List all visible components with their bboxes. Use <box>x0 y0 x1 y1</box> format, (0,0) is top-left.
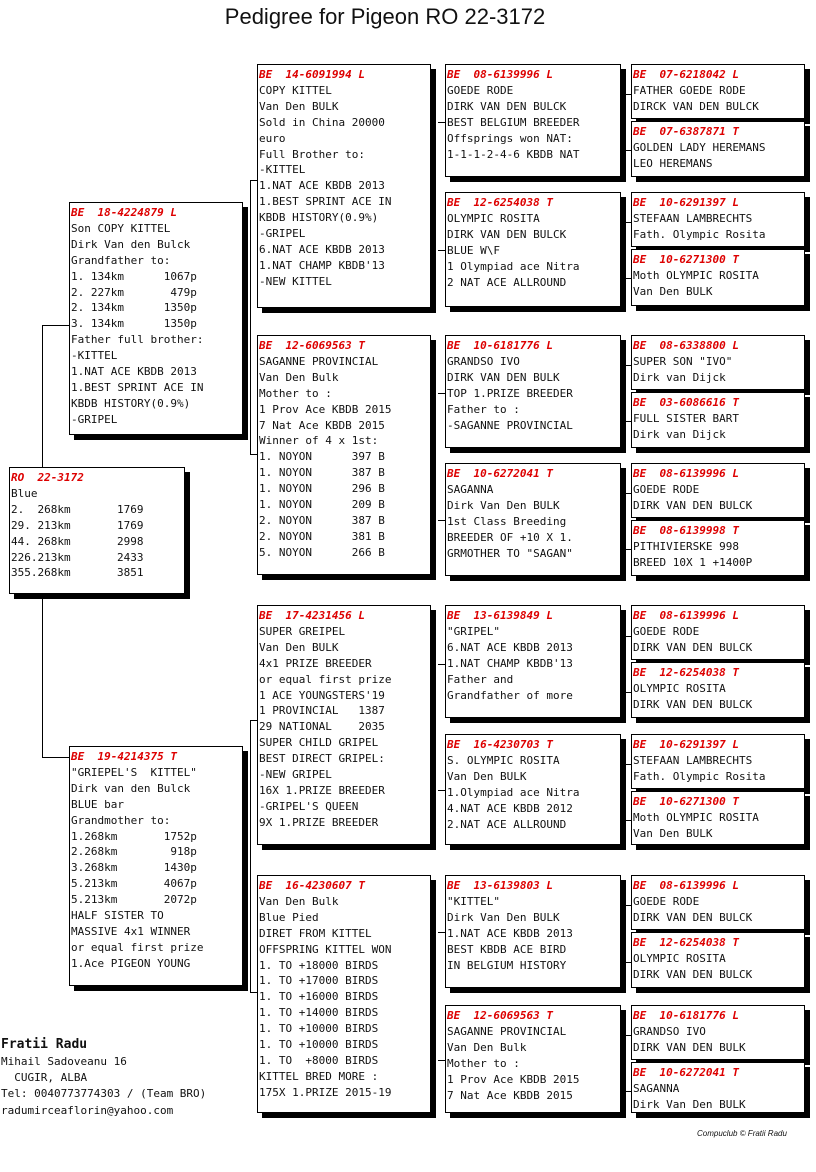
pigeon-card-dam-sire <box>257 605 431 845</box>
pigeon-info-line: OLYMPIC ROSITA <box>633 951 726 965</box>
pigeon-info-line: -SAGANNE PROVINCIAL <box>447 418 573 432</box>
pigeon-info-line: SUPER CHILD GRIPEL <box>259 736 379 750</box>
ring-number: BE 12-6254038 T <box>633 666 739 679</box>
ring-number: BE 07-6218042 L <box>633 68 739 81</box>
ring-number: BE 07-6387871 T <box>633 125 739 138</box>
ring-number: BE 17-4231456 L <box>259 609 365 622</box>
pigeon-info-line: SUPER SON "IVO" <box>633 354 733 368</box>
pigeon-info-line: SUPER GREIPEL <box>259 624 346 638</box>
ring-number: BE 10-6291397 L <box>633 738 739 751</box>
pigeon-info-line: OLYMPIC ROSITA <box>633 681 726 695</box>
pigeon-info-line: 1 Prov Ace KBDB 2015 <box>447 1072 580 1086</box>
pigeon-info-line: 1.Olympiad ace Nitra <box>447 785 580 799</box>
pigeon-info-line: 2.268km 918p <box>71 845 197 859</box>
pigeon-info-line: MASSIVE 4x1 WINNER <box>71 924 191 938</box>
pigeon-info-line: DIRET FROM KITTEL <box>259 926 372 940</box>
owner-info <box>1 1036 206 1119</box>
pigeon-card-ss-sire <box>445 64 621 177</box>
ring-number: BE 10-6181776 L <box>447 339 553 352</box>
pigeon-info-line: GOEDE RODE <box>633 624 700 638</box>
ring-number: BE 10-6291397 L <box>633 196 739 209</box>
pigeon-info-line: 1. NOYON 209 B <box>259 498 385 512</box>
ring-number: BE 13-6139803 L <box>447 879 553 892</box>
pigeon-info-line: 29 NATIONAL 2035 <box>259 720 385 734</box>
pigeon-info-line: 1. TO +17000 BIRDS <box>259 974 379 988</box>
pigeon-info-line: Van Den BULK <box>259 640 339 654</box>
pigeon-card-gen4-14 <box>631 932 805 988</box>
pigeon-info-line: DIRK VAN DEN BULK <box>633 1040 746 1054</box>
pigeon-info-line: -GRIPEL <box>259 227 306 241</box>
pigeon-card-sire <box>69 202 243 435</box>
pigeon-info-line: 7 Nat Ace KBDB 2015 <box>259 418 385 432</box>
connector-line <box>250 720 251 776</box>
pigeon-card-dam <box>69 746 243 986</box>
pigeon-info-line: 16X 1.PRIZE BREEDER <box>259 783 385 797</box>
pigeon-info-line: 1 PROVINCIAL 1387 <box>259 704 385 718</box>
ring-number: BE 10-6272041 T <box>633 1066 739 1079</box>
pigeon-info-line: Offsprings won NAT: <box>447 131 573 145</box>
page-title: Pedigree for Pigeon RO 22-3172 <box>224 4 546 29</box>
pigeon-info-line: S. OLYMPIC ROSITA <box>447 753 560 767</box>
pigeon-info-line: BREED 10X 1 +1400P <box>633 555 753 569</box>
pigeon-info-line: 1. TO +10000 BIRDS <box>259 1022 379 1036</box>
pigeon-info-line: GRANDSO IVO <box>447 354 520 368</box>
pigeon-info-line: Grandfather of more <box>447 688 573 702</box>
pigeon-info-line: Van Den BULK <box>447 769 527 783</box>
pigeon-info-line: PITHIVIERSKE 998 <box>633 539 739 553</box>
ring-number: BE 08-6139998 T <box>633 524 739 537</box>
pigeon-info-line: Grandfather to: <box>71 253 171 267</box>
ring-number: BE 03-6086616 T <box>633 396 739 409</box>
pigeon-info-line: -KITTEL <box>71 349 118 363</box>
pigeon-info-line: -GRIPEL'S QUEEN <box>259 799 359 813</box>
pigeon-info-line: Dirk Van den Bulck <box>71 237 191 251</box>
pigeon-info-line: Fath. Olympic Rosita <box>633 227 766 241</box>
ring-number: BE 18-4224879 L <box>71 206 177 219</box>
pigeon-info-line: 1 Olympiad ace Nitra <box>447 259 580 273</box>
pigeon-info-line: 1-1-1-2-4-6 KBDB NAT <box>447 147 580 161</box>
ring-number: BE 10-6271300 T <box>633 253 739 266</box>
software-credit: Compuclub © Fratii Radu <box>697 1129 787 1138</box>
pigeon-card-gen4-1 <box>631 64 805 119</box>
ring-number: BE 08-6139996 L <box>633 609 739 622</box>
ring-number: BE 08-6338800 L <box>633 339 739 352</box>
pigeon-info-line: STEFAAN LAMBRECHTS <box>633 211 753 225</box>
pigeon-info-line: Fath. Olympic Rosita <box>633 769 766 783</box>
pigeon-info-line: 1. NOYON 296 B <box>259 482 385 496</box>
pigeon-info-line: DIRK VAN DEN BULK <box>447 370 560 384</box>
ring-number: RO 22-3172 <box>11 471 84 484</box>
pigeon-info-line: KBDB HISTORY(0.9%) <box>71 396 191 410</box>
pigeon-info-line: 29. 213km 1769 <box>11 518 144 532</box>
ring-number: BE 08-6139996 L <box>447 68 553 81</box>
pigeon-info-line: Van Den BULK <box>259 99 339 113</box>
pigeon-card-gen4-10 <box>631 662 805 718</box>
pigeon-info-line: KITTEL BRED MORE : <box>259 1069 379 1083</box>
ring-number: BE 16-4230703 T <box>447 738 553 751</box>
pigeon-info-line: 1.NAT CHAMP KBDB'13 <box>259 258 385 272</box>
pigeon-card-sire-dam <box>257 335 431 575</box>
owner-email: radumirceaflorin@yahoo.com <box>1 1103 174 1117</box>
pigeon-info-line: SAGANNA <box>633 1081 680 1095</box>
pigeon-info-line: BEST KBDB ACE BIRD <box>447 942 567 956</box>
pigeon-card-gen4-16 <box>631 1062 805 1113</box>
connector-line <box>42 325 43 468</box>
connector-line <box>250 180 251 322</box>
pigeon-info-line: GRANDSO IVO <box>633 1024 706 1038</box>
pigeon-card-gen4-8 <box>631 520 805 576</box>
pigeon-info-line: 5.213km 4067p <box>71 877 197 891</box>
pigeon-info-line: FULL SISTER BART <box>633 411 739 425</box>
pigeon-info-line: Van Den BULK <box>633 826 713 840</box>
pigeon-info-line: SAGANNE PROVINCIAL <box>259 354 379 368</box>
ring-number: BE 16-4230607 T <box>259 879 365 892</box>
pigeon-info-line: euro <box>259 131 286 145</box>
pigeon-info-line: BLUE W\F <box>447 243 500 257</box>
connector-line <box>250 322 251 454</box>
pigeon-info-line: 1. 134km 1067p <box>71 269 197 283</box>
pigeon-info-line: Father to : <box>447 402 520 416</box>
pigeon-info-line: LEO HEREMANS <box>633 156 713 170</box>
pigeon-info-line: 44. 268km 2998 <box>11 534 144 548</box>
pigeon-info-line: 1. TO +14000 BIRDS <box>259 1006 379 1020</box>
pigeon-info-line: Mother to : <box>259 386 332 400</box>
pigeon-info-line: KBDB HISTORY(0.9%) <box>259 211 379 225</box>
ring-number: BE 19-4214375 T <box>71 750 177 763</box>
pigeon-info-line: BEST BELGIUM BREEDER <box>447 115 580 129</box>
pigeon-info-line: 5. NOYON 266 B <box>259 545 385 559</box>
pigeon-info-line: 1. TO +18000 BIRDS <box>259 958 379 972</box>
ring-number: BE 12-6069563 T <box>447 1009 553 1022</box>
pigeon-info-line: 4x1 PRIZE BREEDER <box>259 656 372 670</box>
pigeon-info-line: STEFAAN LAMBRECHTS <box>633 753 753 767</box>
pigeon-info-line: 1.BEST SPRINT ACE IN <box>259 195 392 209</box>
pigeon-info-line: Son COPY KITTEL <box>71 221 171 235</box>
pigeon-info-line: 226.213km 2433 <box>11 550 144 564</box>
pigeon-info-line: Dirk Van Den BULK <box>633 1097 746 1111</box>
owner-address: Mihail Sadoveanu 16 <box>1 1055 127 1068</box>
pigeon-info-line: 2 NAT ACE ALLROUND <box>447 275 567 289</box>
pigeon-info-line: SAGANNE PROVINCIAL <box>447 1024 567 1038</box>
pigeon-info-line: Dirk van den Bulck <box>71 781 191 795</box>
pigeon-card-gen4-3 <box>631 192 805 247</box>
pigeon-info-line: DIRK VAN DEN BULCK <box>633 640 753 654</box>
pigeon-card-gen4-12 <box>631 791 805 845</box>
pigeon-info-line: 2. 227km 479p <box>71 285 197 299</box>
pigeon-info-line: "KITTEL" <box>447 894 500 908</box>
pigeon-info-line: 1.Ace PIGEON YOUNG <box>71 956 191 970</box>
pigeon-info-line: 1.NAT ACE KBDB 2013 <box>71 365 197 379</box>
pigeon-info-line: Sold in China 20000 <box>259 115 385 129</box>
pigeon-info-line: DIRK VAN DEN BULCK <box>447 227 567 241</box>
pigeon-info-line: 1. TO +10000 BIRDS <box>259 1038 379 1052</box>
pigeon-info-line: Van Den BULK <box>633 284 713 298</box>
pigeon-card-ds-dam <box>445 734 621 845</box>
pigeon-info-line: 6.NAT ACE KBDB 2013 <box>259 242 385 256</box>
pigeon-info-line: 6.NAT ACE KBDB 2013 <box>447 640 573 654</box>
pigeon-info-line: 1. TO +16000 BIRDS <box>259 990 379 1004</box>
ring-number: BE 10-6272041 T <box>447 467 553 480</box>
pigeon-info-line: "GRIPEL" <box>447 624 500 638</box>
connector-line <box>250 776 251 992</box>
pigeon-card-gen4-4 <box>631 249 805 306</box>
pigeon-card-gen4-7 <box>631 463 805 518</box>
pigeon-card-gen4-11 <box>631 734 805 789</box>
pigeon-info-line: 2. 134km 1350p <box>71 301 197 315</box>
pigeon-info-line: DIRK VAN DEN BULCK <box>633 967 753 981</box>
pigeon-info-line: -NEW GRIPEL <box>259 768 332 782</box>
pigeon-info-line: Father and <box>447 672 514 686</box>
pigeon-info-line: -KITTEL <box>259 163 306 177</box>
pigeon-card-dd-dam <box>445 1005 621 1113</box>
pigeon-info-line: -NEW KITTEL <box>259 274 332 288</box>
pigeon-info-line: Van Den Bulk <box>259 894 339 908</box>
pigeon-info-line: DIRK VAN DEN BULCK <box>633 697 753 711</box>
pigeon-info-line: Full Brother to: <box>259 147 365 161</box>
pigeon-info-line: DIRK VAN DEN BULCK <box>447 99 567 113</box>
pigeon-info-line: IN BELGIUM HISTORY <box>447 958 567 972</box>
pigeon-info-line: 1.NAT ACE KBDB 2013 <box>259 179 385 193</box>
pigeon-info-line: Van Den Bulk <box>259 370 339 384</box>
pigeon-info-line: 2. NOYON 387 B <box>259 513 385 527</box>
pigeon-info-line: GRMOTHER TO "SAGAN" <box>447 546 573 560</box>
pigeon-info-line: HALF SISTER TO <box>71 909 164 923</box>
pigeon-card-ss-dam <box>445 192 621 307</box>
pigeon-info-line: BLUE bar <box>71 797 124 811</box>
pigeon-info-line: OFFSPRING KITTEL WON <box>259 942 392 956</box>
pigeon-info-line: GOEDE RODE <box>633 482 700 496</box>
pigeon-info-line: 1st Class Breeding <box>447 514 567 528</box>
pigeon-card-sire-sire <box>257 64 431 308</box>
pigeon-info-line: Van Den Bulk <box>447 1040 527 1054</box>
pigeon-card-sd-dam <box>445 463 621 576</box>
ring-number: BE 12-6254038 T <box>633 936 739 949</box>
pigeon-card-sd-sire <box>445 335 621 448</box>
pigeon-info-line: or equal first prize <box>71 940 204 954</box>
pigeon-card-ds-sire <box>445 605 621 718</box>
pigeon-card-dam-dam <box>257 875 431 1113</box>
pigeon-info-line: 1. NOYON 397 B <box>259 450 385 464</box>
pigeon-info-line: DIRK VAN DEN BULCK <box>633 498 753 512</box>
ring-number: BE 12-6254038 T <box>447 196 553 209</box>
pigeon-info-line: OLYMPIC ROSITA <box>447 211 540 225</box>
pigeon-card-gen4-15 <box>631 1005 805 1060</box>
pigeon-info-line: FATHER GOEDE RODE <box>633 83 746 97</box>
pigeon-info-line: TOP 1.PRIZE BREEDER <box>447 386 573 400</box>
pigeon-info-line: 1. TO +8000 BIRDS <box>259 1053 379 1067</box>
pigeon-info-line: BEST DIRECT GRIPEL: <box>259 752 385 766</box>
pigeon-info-line: Moth OLYMPIC ROSITA <box>633 810 759 824</box>
connector-line <box>42 594 43 757</box>
pigeon-info-line: or equal first prize <box>259 672 392 686</box>
pigeon-card-subject <box>9 467 185 594</box>
owner-city: CUGIR, ALBA <box>1 1071 88 1085</box>
pigeon-info-line: "GRIEPEL'S KITTEL" <box>71 765 197 779</box>
pigeon-info-line: 5.213km 2072p <box>71 893 197 907</box>
pigeon-info-line: -GRIPEL <box>71 412 118 426</box>
pigeon-info-line: Dirk van Dijck <box>633 370 726 384</box>
pigeon-info-line: BREEDER OF +10 X 1. <box>447 530 573 544</box>
pigeon-info-line: Dirk Van Den BULK <box>447 498 560 512</box>
ring-number: BE 14-6091994 L <box>259 68 365 81</box>
pigeon-info-line: Dirk Van Den BULK <box>447 910 560 924</box>
ring-number: BE 13-6139849 L <box>447 609 553 622</box>
pigeon-info-line: SAGANNA <box>447 482 494 496</box>
pigeon-info-line: 355.268km 3851 <box>11 566 144 580</box>
pigeon-info-line: GOLDEN LADY HEREMANS <box>633 140 766 154</box>
pigeon-card-gen4-2 <box>631 121 805 177</box>
ring-number: BE 08-6139996 L <box>633 879 739 892</box>
pigeon-info-line: 1. NOYON 387 B <box>259 466 385 480</box>
pigeon-info-line: 9X 1.PRIZE BREEDER <box>259 815 379 829</box>
pigeon-info-line: Moth OLYMPIC ROSITA <box>633 268 759 282</box>
pigeon-card-gen4-5 <box>631 335 805 390</box>
pigeon-info-line: 1 Prov Ace KBDB 2015 <box>259 402 392 416</box>
pigeon-info-line: Father full brother: <box>71 333 204 347</box>
pigeon-card-gen4-13 <box>631 875 805 930</box>
pigeon-info-line: DIRK VAN DEN BULCK <box>633 910 753 924</box>
pigeon-info-line: GOEDE RODE <box>633 894 700 908</box>
pigeon-info-line: Blue Pied <box>259 910 319 924</box>
pigeon-info-line: 175X 1.PRIZE 2015-19 <box>259 1085 392 1099</box>
pigeon-info-line: COPY KITTEL <box>259 83 332 97</box>
pigeon-info-line: 1.NAT ACE KBDB 2013 <box>447 926 573 940</box>
pigeon-info-line: 1.268km 1752p <box>71 829 197 843</box>
owner-phone: Tel: 0040773774303 / (Team BRO) <box>1 1087 207 1101</box>
pigeon-info-line: 1.NAT CHAMP KBDB'13 <box>447 656 573 670</box>
pigeon-card-dd-sire <box>445 875 621 988</box>
pigeon-info-line: GOEDE RODE <box>447 83 514 97</box>
pigeon-info-line: 2. NOYON 381 B <box>259 529 385 543</box>
pigeon-info-line: DIRCK VAN DEN BULCK <box>633 99 759 113</box>
pigeon-info-line: 1 ACE YOUNGSTERS'19 <box>259 688 385 702</box>
pigeon-info-line: Winner of 4 x 1st: <box>259 434 379 448</box>
ring-number: BE 12-6069563 T <box>259 339 365 352</box>
pigeon-info-line: 7 Nat Ace KBDB 2015 <box>447 1088 573 1102</box>
pigeon-info-line: 2. 268km 1769 <box>11 502 144 516</box>
pigeon-info-line: Grandmother to: <box>71 813 171 827</box>
pigeon-info-line: Mother to : <box>447 1056 520 1070</box>
pigeon-info-line: 3.268km 1430p <box>71 861 197 875</box>
pigeon-info-line: 1.BEST SPRINT ACE IN <box>71 380 204 394</box>
pigeon-info-line: 3. 134km 1350p <box>71 317 197 331</box>
ring-number: BE 08-6139996 L <box>633 467 739 480</box>
connector-line <box>42 757 70 758</box>
connector-line <box>42 325 70 326</box>
pigeon-card-gen4-9 <box>631 605 805 660</box>
pigeon-info-line: Dirk van Dijck <box>633 427 726 441</box>
ring-number: BE 10-6181776 L <box>633 1009 739 1022</box>
pigeon-info-line: Blue <box>11 486 38 500</box>
pigeon-info-line: 2.NAT ACE ALLROUND <box>447 817 567 831</box>
owner-name: Fratii Radu <box>1 1037 88 1052</box>
pigeon-info-line: 4.NAT ACE KBDB 2012 <box>447 801 573 815</box>
ring-number: BE 10-6271300 T <box>633 795 739 808</box>
pigeon-card-gen4-6 <box>631 392 805 448</box>
